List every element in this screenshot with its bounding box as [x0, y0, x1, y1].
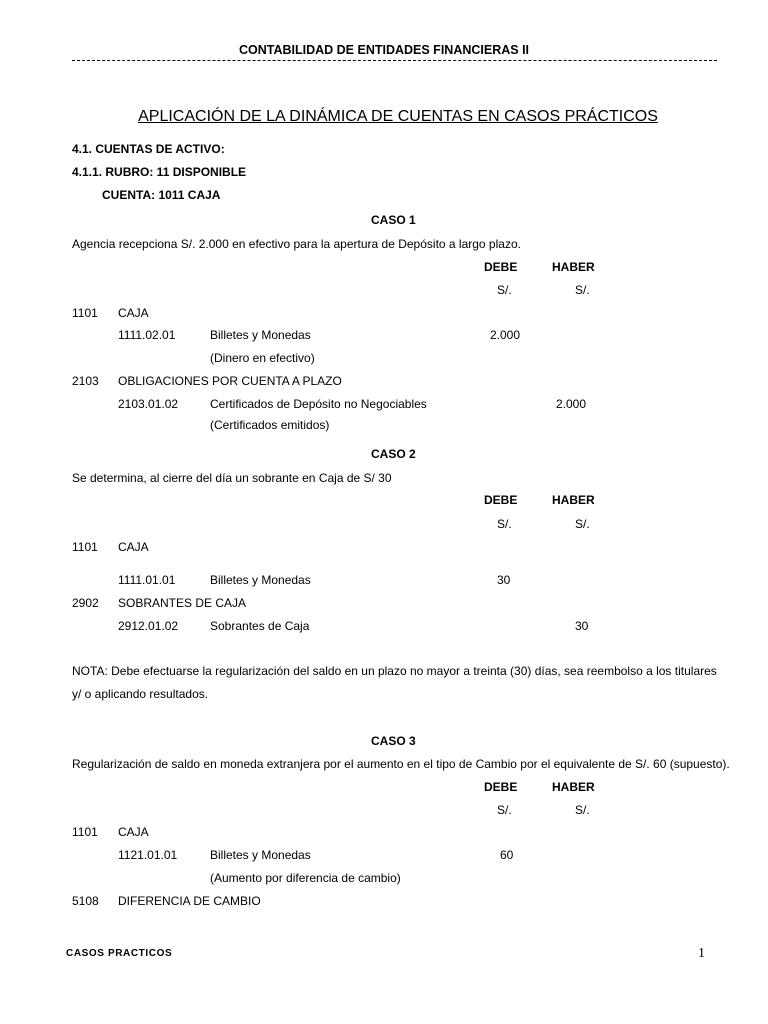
debe-header: DEBE [484, 260, 518, 274]
debe-amount: 30 [497, 573, 511, 587]
account-name: CAJA [118, 825, 149, 839]
subaccount-code: 1111.02.01 [118, 328, 176, 342]
account-code: 2103 [72, 374, 99, 388]
running-header: CONTABILIDAD DE ENTIDADES FINANCIERAS II [238, 43, 530, 57]
case-2-description: Se determina, al cierre del día un sobrante en Caja de S/ 30 [72, 471, 392, 485]
subaccount-description: Billetes y Monedas [210, 328, 311, 342]
haber-currency: S/. [575, 517, 590, 531]
account-code: 1101 [72, 540, 98, 554]
account-name: OBLIGACIONES POR CUENTA A PLAZO [118, 374, 342, 388]
running-footer: CASOS PRACTICOS [66, 948, 173, 959]
subaccount-description: Billetes y Monedas [210, 848, 311, 862]
haber-header: HABER [552, 493, 595, 507]
subsection-heading: 4.1.1. RUBRO: 11 DISPONIBLE [72, 165, 247, 179]
account-code: 5108 [72, 894, 99, 908]
account-heading: CUENTA: 1011 CAJA [102, 188, 221, 202]
debe-currency: S/. [497, 803, 512, 817]
subaccount-description: Certificados de Depósito no Negociables [210, 397, 427, 411]
haber-header: HABER [552, 260, 595, 274]
case-2-heading: CASO 2 [371, 447, 416, 461]
subaccount-note: (Aumento por diferencia de cambio) [210, 871, 401, 885]
subaccount-code: 1111.01.01 [118, 573, 176, 587]
subaccount-code: 2103.01.02 [118, 397, 179, 411]
debe-currency: S/. [497, 517, 512, 531]
header-divider [72, 60, 717, 61]
debe-amount: 2.000 [490, 328, 521, 342]
section-heading: 4.1. CUENTAS DE ACTIVO: [72, 142, 225, 156]
haber-amount: 30 [575, 619, 589, 633]
haber-currency: S/. [575, 803, 590, 817]
document-title: APLICACIÓN DE LA DINÁMICA DE CUENTAS EN CASOS PRÁCTICOS [138, 108, 658, 125]
case-3-description: Regularización de saldo en moneda extranjera por el aumento en el tipo de Cambio por el equivalente de S/. 60 (supuesto). [72, 757, 730, 771]
subaccount-code: 2912.01.02 [118, 619, 179, 633]
haber-currency: S/. [575, 283, 590, 297]
debe-currency: S/. [497, 283, 512, 297]
account-code: 1101 [72, 306, 98, 320]
account-code: 2902 [72, 596, 99, 610]
case-1-heading: CASO 1 [371, 213, 416, 227]
haber-amount: 2.000 [556, 397, 587, 411]
account-code: 1101 [72, 825, 98, 839]
subaccount-description: Sobrantes de Caja [210, 619, 310, 633]
case-1-description: Agencia recepciona S/. 2.000 en efectivo para la apertura de Depósito a largo plazo. [72, 237, 521, 251]
account-name: DIFERENCIA DE CAMBIO [118, 894, 261, 908]
subaccount-code: 1121.01.01 [118, 848, 178, 862]
account-name: SOBRANTES DE CAJA [118, 596, 247, 610]
debe-amount: 60 [500, 848, 514, 862]
debe-header: DEBE [484, 780, 518, 794]
account-name: CAJA [118, 540, 149, 554]
page-number: 1 [698, 946, 705, 961]
case-2-note: NOTA: Debe efectuarse la regularización del saldo en un plazo no mayor a treinta (30) días, sea reembolso a los titulares y/ o aplicando resultados. [72, 664, 717, 701]
subaccount-note: (Certificados emitidos) [210, 418, 330, 432]
haber-header: HABER [552, 780, 595, 794]
subaccount-note: (Dinero en efectivo) [210, 351, 315, 365]
case-3-heading: CASO 3 [371, 734, 416, 748]
account-name: CAJA [118, 306, 149, 320]
debe-header: DEBE [484, 493, 518, 507]
subaccount-description: Billetes y Monedas [210, 573, 311, 587]
